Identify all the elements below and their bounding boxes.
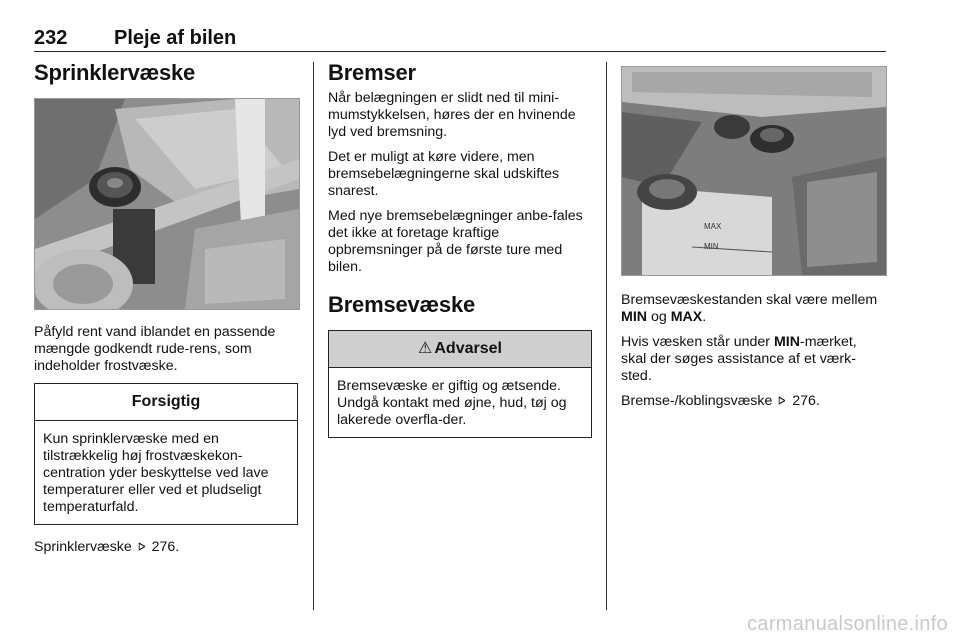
warning-box xyxy=(328,330,592,438)
section-heading-brakes: Bremser xyxy=(328,60,416,85)
brake-fluid-reservoir-image xyxy=(621,66,887,276)
washer-fluid-reference xyxy=(34,539,298,556)
warning-body xyxy=(329,368,591,437)
column-divider-right xyxy=(606,62,607,610)
warning-triangle-icon: ⚠ xyxy=(418,340,433,357)
washer-fluid-reservoir-image xyxy=(34,98,300,310)
min-mark-label: MIN xyxy=(704,242,719,251)
reference-page[interactable]: 276. xyxy=(151,539,180,555)
brakes-para-3: Med nye bremsebelægninger anbe-fales det ikke at foretage kraftige opbremsninger på de første ture med bilen. xyxy=(328,208,583,275)
column-washer-fluid xyxy=(34,60,298,564)
max-mark-label: MAX xyxy=(704,222,722,231)
min-label-2: MIN xyxy=(773,334,800,350)
warning-header xyxy=(329,331,591,368)
brake-fluid-reference xyxy=(621,393,885,410)
section-heading-washer-fluid: Sprinklervæske xyxy=(34,60,196,85)
column-brake-fluid xyxy=(621,60,885,418)
reference-label: Bremse-/koblingsvæske xyxy=(621,393,773,409)
brake-fluid-assistance-text: Hvis væsken står under MIN-mærket, skal der søges assistance af et værk-sted. xyxy=(621,334,857,384)
watermark: carmanualsonline.info xyxy=(747,613,948,635)
brakes-para-1: Når belægningen er slidt ned til mini-mumstykkelsen, høres der en hvinende lyd ved bremsning. xyxy=(328,90,576,140)
page-number: 232 xyxy=(34,27,68,49)
washer-fluid-instructions: Påfyld rent vand iblandet en passende mængde godkendt rude-rens, som indeholder frostvæske. xyxy=(34,324,276,374)
column-brakes xyxy=(328,60,592,438)
column-divider-left xyxy=(313,62,314,610)
reference-page[interactable]: 276. xyxy=(792,393,820,409)
reference-label: Sprinklervæske xyxy=(34,539,132,555)
caution-body xyxy=(35,421,297,524)
min-label: MIN xyxy=(621,309,648,325)
page-header xyxy=(34,27,886,52)
section-heading-brake-fluid: Bremsevæske xyxy=(328,292,476,317)
page-reference-arrow-icon: ⊳ xyxy=(137,539,146,555)
caution-text: Kun sprinklervæske med en tilstrækkelig høj frostvæskekon-centration yder beskyttelse ved lave temperaturer eller ved et pludseligt temperaturfald. xyxy=(43,431,269,515)
page-reference-arrow-icon: ⊳ xyxy=(778,393,787,409)
max-label: MAX xyxy=(670,309,703,325)
caution-box xyxy=(34,383,298,525)
brakes-para-2: Det er muligt at køre videre, men bremsebelægningerne skal udskiftes snarest. xyxy=(328,149,560,199)
warning-text: Bremsevæske er giftig og ætsende. Undgå kontakt med øjne, hud, tøj og lakerede overfla-der. xyxy=(337,378,567,428)
warning-title: Advarsel xyxy=(434,340,502,357)
page-title: Pleje af bilen xyxy=(114,27,237,49)
caution-title: Forsigtig xyxy=(35,384,297,421)
brake-fluid-level-text: Bremsevæskestanden skal være mellem MIN og MAX. xyxy=(621,292,878,325)
